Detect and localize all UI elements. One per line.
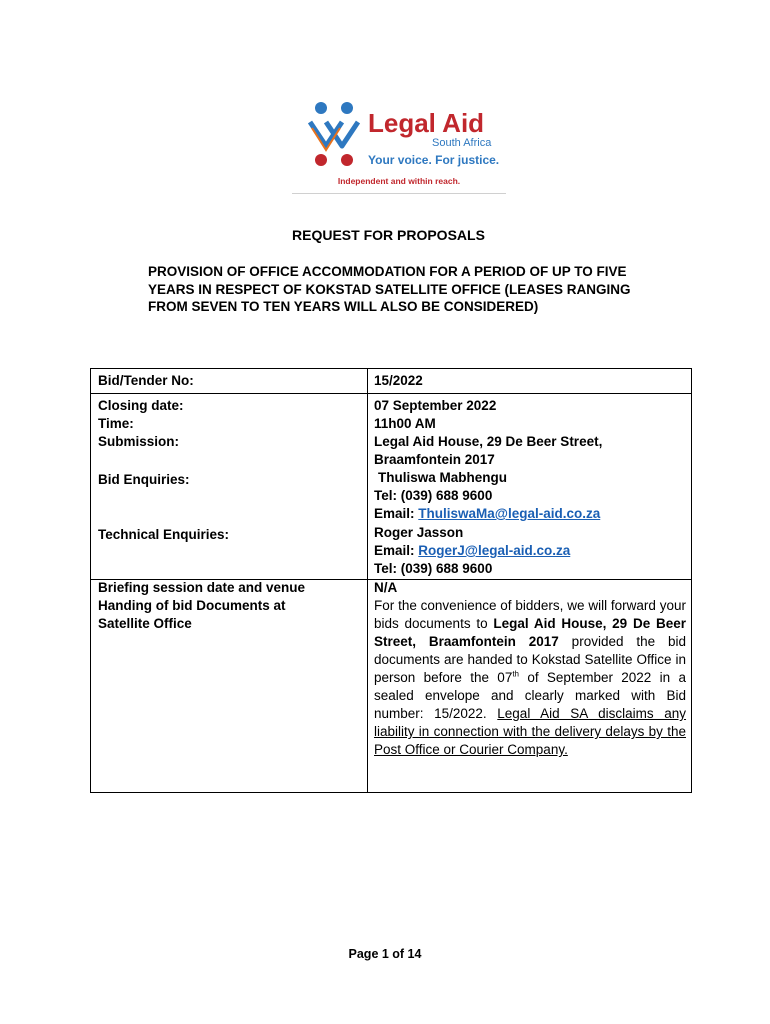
handing-label: Satellite Office: [98, 616, 192, 631]
tech-contact-email-row: [374, 542, 570, 560]
bid-no-label: Bid/Tender No:: [98, 373, 194, 388]
tech-contact-name: Roger Jasson: [374, 525, 464, 540]
handing-text-part: For the convenience of bidders, we will forward your bids documents to: [374, 598, 686, 631]
tech-contact-tel: Tel: (039) 688 9600: [374, 561, 493, 576]
subject-line: PROVISION OF OFFICE ACCOMMODATION FOR A PERIOD OF UP TO FIVE: [148, 264, 627, 279]
logo-divider: [292, 193, 506, 194]
briefing-session-label: Briefing session date and venue: [98, 580, 306, 595]
email-label: Email:: [374, 506, 415, 521]
briefing-session-value: N/A: [374, 580, 398, 595]
table-row-divider: [91, 393, 691, 394]
document-subject: [148, 263, 708, 316]
handing-address: Legal Aid House, 29 De Beer Street, Braamfontein 2017: [374, 616, 686, 649]
bid-contact-name: Thuliswa Mabhengu: [378, 470, 508, 485]
ordinal-suffix: th: [512, 669, 519, 679]
bid-contact-tel: Tel: (039) 688 9600: [374, 488, 493, 503]
handing-instructions: [374, 597, 686, 759]
subject-line: FROM SEVEN TO TEN YEARS WILL ALSO BE CONSIDERED): [148, 299, 539, 314]
svg-text:Legal Aid: Legal Aid: [368, 108, 485, 138]
tech-contact-email-link[interactable]: RogerJ@legal-aid.co.za: [418, 543, 571, 558]
handing-label: Handing of bid Documents at: [98, 598, 286, 613]
legal-aid-logo: [292, 92, 506, 195]
legal-aid-emblem-icon: [292, 92, 506, 176]
bid-no-value: 15/2022: [374, 373, 423, 388]
table-column-divider: [367, 369, 368, 792]
svg-text:Your voice. For justice.: Your voice. For justice.: [368, 153, 500, 167]
email-label: Email:: [374, 543, 415, 558]
svg-text:South Africa: South Africa: [432, 137, 492, 149]
page-number: Page 1 of 14: [348, 947, 422, 961]
bid-contact-email-link[interactable]: ThuliswaMa@legal-aid.co.za: [418, 506, 601, 521]
bid-details-table: [90, 368, 692, 793]
submission-value: Braamfontein 2017: [374, 452, 495, 467]
technical-enquiries-label: Technical Enquiries:: [98, 527, 230, 542]
bid-enquiries-label: Bid Enquiries:: [98, 472, 190, 487]
closing-date-label: Closing date:: [98, 398, 184, 413]
liability-disclaimer: Legal Aid SA disclaims any liability in connection with the delivery delays by the Post Office or Courier Company.: [374, 706, 687, 757]
bid-contact-email-row: [374, 505, 600, 523]
handing-text-part: of September 2022 in a sealed envelope and clearly marked with Bid number: 15/2022.: [374, 670, 686, 721]
subject-line: YEARS IN RESPECT OF KOKSTAD SATELLITE OFFICE (LEASES RANGING: [148, 281, 631, 297]
submission-label: Submission:: [98, 434, 180, 449]
time-label: Time:: [98, 416, 134, 431]
submission-value: Legal Aid House, 29 De Beer Street,: [374, 434, 603, 449]
closing-date-value: 07 September 2022: [374, 398, 497, 413]
document-title: REQUEST FOR PROPOSALS: [292, 227, 485, 243]
logo-tagline: Independent and within reach.: [337, 176, 461, 186]
handing-text-part: provided the bid documents are handed to Kokstad Satellite Office in person before the 07: [374, 634, 686, 685]
time-value: 11h00 AM: [374, 416, 436, 431]
